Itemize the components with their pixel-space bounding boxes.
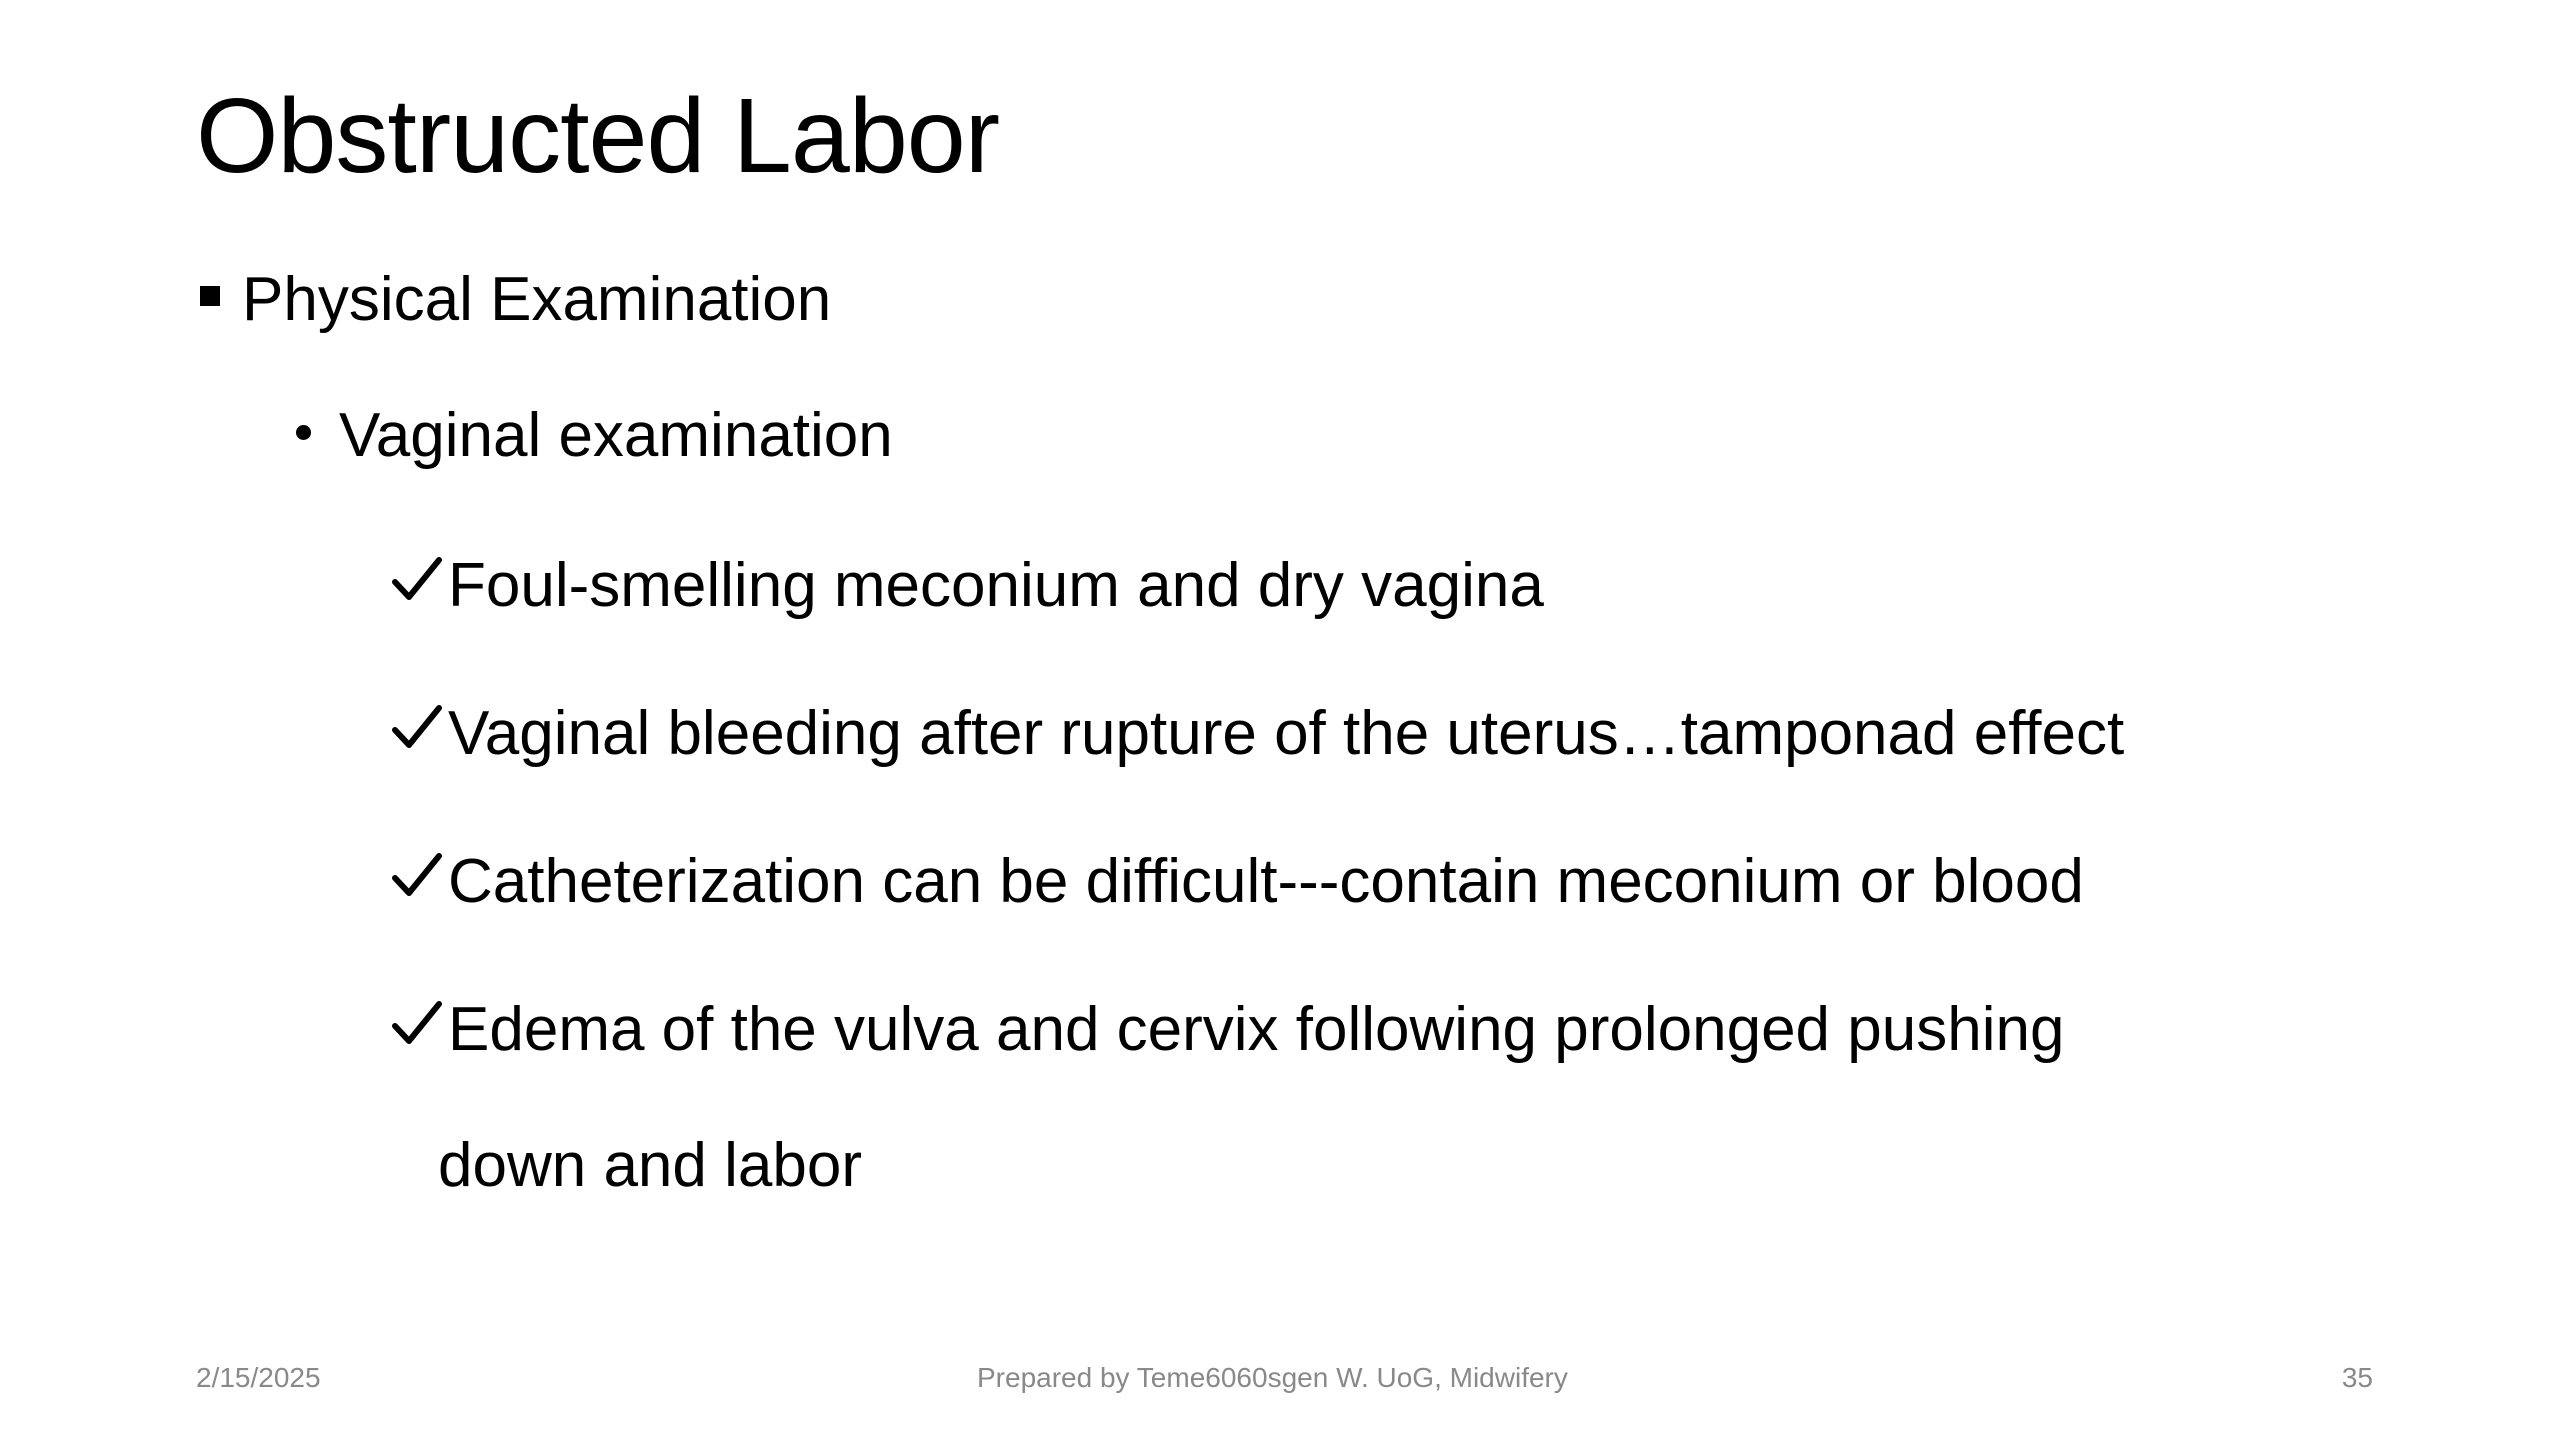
checkmark-icon — [392, 704, 448, 750]
slide-number: 35 — [2341, 1362, 2373, 1393]
bullet-level-2-text: Vaginal examination — [339, 401, 893, 470]
checkmark-icon — [392, 1000, 448, 1046]
check-item-text: Edema of the vulva and cervix following prolonged pushing — [448, 995, 2065, 1064]
bullet-level-1 — [200, 266, 831, 334]
checkmark-icon — [392, 556, 448, 602]
dot-bullet-icon — [296, 425, 311, 440]
checkmark-icon — [392, 852, 448, 898]
check-item — [392, 996, 2064, 1064]
check-item-text: Vaginal bleeding after rupture of the uterus…tamponad effect — [448, 699, 2125, 768]
check-item — [392, 848, 2084, 916]
check-item — [392, 552, 1544, 620]
square-bullet-icon — [200, 286, 220, 306]
footer-text: Prepared by Teme6060sgen W. UoG, Midwifery — [977, 1362, 1568, 1393]
bullet-level-2 — [296, 402, 893, 470]
footer-date: 2/15/2025 — [196, 1362, 321, 1393]
check-item — [392, 700, 2124, 768]
bullet-level-1-text: Physical Examination — [242, 265, 832, 334]
check-item-text: Catheterization can be difficult---contain meconium or blood — [448, 847, 2084, 916]
check-item-text: Foul-smelling meconium and dry vagina — [448, 551, 1544, 620]
check-item-continuation: down and labor — [438, 1131, 862, 1200]
slide-title: Obstructed Labor — [196, 77, 1000, 195]
